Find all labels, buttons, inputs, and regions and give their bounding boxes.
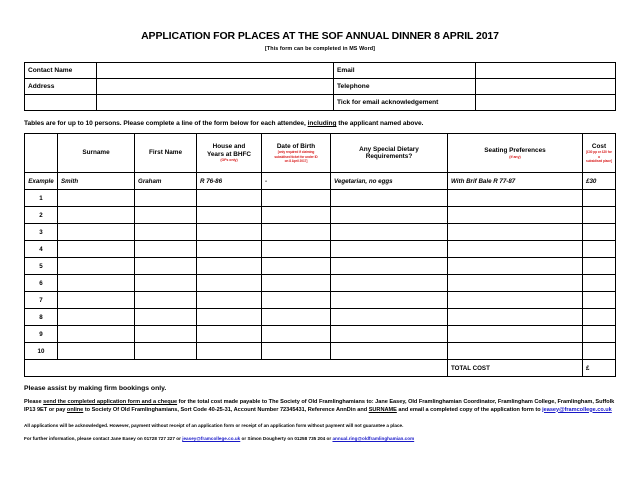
email-ack-checkbox[interactable] (476, 95, 616, 111)
column-header-dietary-line1: Any Special Dietary (359, 145, 419, 153)
seating-input[interactable] (448, 224, 583, 241)
house-input[interactable] (197, 207, 262, 224)
attendees-table-head (25, 134, 616, 173)
dietary-input[interactable] (331, 224, 448, 241)
payment-line3-b: and email a completed copy of the application form to (396, 406, 543, 413)
row-number: 3 (25, 224, 58, 241)
address-label-empty (25, 95, 97, 111)
firstname-input[interactable] (135, 343, 197, 360)
example-surname: Smith (58, 173, 135, 190)
column-header-house-note: (OFs only) (220, 158, 238, 163)
firstname-input[interactable] (135, 309, 197, 326)
surname-input[interactable] (58, 207, 135, 224)
seating-input[interactable] (448, 309, 583, 326)
column-header-dob-note-2: subsidised ticket for under ID (274, 154, 318, 159)
firstname-input[interactable] (135, 275, 197, 292)
totals-spacer-firstname (135, 360, 197, 377)
column-header-seating-note: (if any) (509, 154, 521, 159)
total-cost-value[interactable]: £ (583, 360, 616, 377)
example-dietary: Vegetarian, no eggs (331, 173, 448, 190)
column-header-dietary-line2: Requirements? (365, 153, 413, 160)
cost-input[interactable] (583, 258, 616, 275)
table-row (25, 63, 616, 79)
surname-input[interactable] (58, 241, 135, 258)
column-header-seating-title: Seating Preferences (484, 147, 546, 155)
cost-input[interactable] (583, 275, 616, 292)
surname-input[interactable] (58, 309, 135, 326)
row-number: 5 (25, 258, 58, 275)
row-number: 4 (25, 241, 58, 258)
column-header-dietary (331, 134, 448, 173)
row-number: 8 (25, 309, 58, 326)
totals-spacer-dob (262, 360, 331, 377)
telephone-input[interactable] (476, 79, 616, 95)
seating-input[interactable] (448, 258, 583, 275)
table-row (25, 95, 616, 111)
dietary-input[interactable] (331, 343, 448, 360)
dob-input[interactable] (262, 258, 331, 275)
table-row (25, 292, 616, 309)
column-header-index (25, 134, 58, 173)
firstname-input[interactable] (135, 241, 197, 258)
dob-input[interactable] (262, 190, 331, 207)
firstname-input[interactable] (135, 224, 197, 241)
column-header-cost-title: Cost (591, 142, 607, 150)
cost-input[interactable] (583, 241, 616, 258)
column-header-cost (583, 134, 616, 173)
house-input[interactable] (197, 309, 262, 326)
dob-input[interactable] (262, 326, 331, 343)
payment-line1-c: for the total cost made payable to The Society of Old Framlinghamians to: Jane Easey, Old Framlinghamian Coordinator, (177, 399, 497, 405)
column-header-surname: Surname (58, 134, 135, 173)
surname-input[interactable] (58, 292, 135, 309)
example-row (25, 173, 616, 190)
payment-line2-a: Framlingham College, Framlingham, Suffolk IP13 9ET (24, 399, 615, 413)
house-input[interactable] (197, 258, 262, 275)
seating-input[interactable] (448, 292, 583, 309)
cost-input[interactable] (583, 207, 616, 224)
payment-line3-surname: SURNAME (368, 406, 397, 413)
cost-input[interactable] (583, 190, 616, 207)
dietary-input[interactable] (331, 207, 448, 224)
seating-input[interactable] (448, 275, 583, 292)
seating-input[interactable] (448, 326, 583, 343)
column-header-cost-note-2: subsidised place] (586, 158, 612, 163)
table-row (25, 190, 616, 207)
surname-input[interactable] (58, 275, 135, 292)
table-row (25, 79, 616, 95)
cost-input[interactable] (583, 309, 616, 326)
cost-input[interactable] (583, 343, 616, 360)
row-number: 6 (25, 275, 58, 292)
example-house: R 76-86 (197, 173, 262, 190)
totals-spacer-dietary (331, 360, 448, 377)
payment-line2-online: online (66, 406, 84, 413)
total-cost-label: TOTAL COST (448, 360, 583, 377)
column-header-house-line1: House and (212, 143, 246, 151)
address-input-line2[interactable] (97, 95, 334, 111)
table-header-row (25, 134, 616, 173)
dietary-input[interactable] (331, 309, 448, 326)
example-dob: - (262, 173, 331, 190)
example-cost: £30 (583, 173, 616, 190)
address-label: Address (25, 79, 97, 95)
attendees-table (24, 133, 616, 377)
totals-spacer-surname (58, 360, 135, 377)
further-information-note (24, 436, 616, 441)
email-label: Email (334, 63, 476, 79)
dietary-input[interactable] (331, 326, 448, 343)
payment-line2-b: or pay (47, 406, 67, 413)
totals-body (25, 360, 616, 377)
table-row (25, 258, 616, 275)
totals-row (25, 360, 616, 377)
payment-line1-a: Please (24, 399, 44, 405)
column-header-dob-note-1: [only required if claiming (277, 150, 315, 155)
firstname-input[interactable] (135, 326, 197, 343)
attendees-table-body (25, 173, 616, 190)
column-header-house (197, 134, 262, 173)
seating-input[interactable] (448, 241, 583, 258)
page-title: APPLICATION FOR PLACES AT THE SOF ANNUAL DINNER 8 APRIL 2017 (141, 30, 499, 42)
dob-input[interactable] (262, 207, 331, 224)
contact-name-input[interactable] (97, 63, 334, 79)
row-number: 1 (25, 190, 58, 207)
assist-note: Please assist by making firm bookings only. (24, 385, 167, 392)
application-form-page (0, 30, 640, 482)
house-input[interactable] (197, 190, 262, 207)
example-row-label: Example (25, 173, 58, 190)
dietary-input[interactable] (331, 275, 448, 292)
telephone-label: Telephone (334, 79, 476, 95)
totals-spacer-index (25, 360, 58, 377)
firstname-input[interactable] (135, 292, 197, 309)
example-seating: With Brif Bale R 77-87 (448, 173, 583, 190)
dob-input[interactable] (262, 224, 331, 241)
cost-input[interactable] (583, 224, 616, 241)
house-input[interactable] (197, 292, 262, 309)
table-row (25, 207, 616, 224)
table-row (25, 224, 616, 241)
row-number: 2 (25, 207, 58, 224)
further-info-text-b: or Simon Dougherty on 01258 735 204 or (240, 436, 333, 442)
row-number: 9 (25, 326, 58, 343)
dietary-input[interactable] (331, 241, 448, 258)
column-header-dob-note-3: on 8 April 2017] (284, 158, 308, 163)
column-header-house-line2: Years at BHFC (206, 150, 252, 158)
dob-input[interactable] (262, 241, 331, 258)
example-firstname: Graham (135, 173, 197, 190)
dob-input[interactable] (262, 275, 331, 292)
table-row (25, 241, 616, 258)
dietary-input[interactable] (331, 292, 448, 309)
payment-instructions (24, 399, 616, 414)
jane-easey-email-link[interactable]: jeasey@framcollege.co.uk (182, 436, 241, 442)
house-input[interactable] (197, 224, 262, 241)
page-subtitle: [This form can be completed in MS Word] (264, 46, 376, 52)
surname-input[interactable] (58, 190, 135, 207)
intro-text-emphasis: including (307, 120, 337, 127)
house-input[interactable] (197, 241, 262, 258)
house-input[interactable] (197, 326, 262, 343)
surname-input[interactable] (58, 258, 135, 275)
email-input[interactable] (476, 63, 616, 79)
surname-input[interactable] (58, 326, 135, 343)
column-header-firstname: First Name (135, 134, 197, 173)
surname-input[interactable] (58, 343, 135, 360)
dietary-input[interactable] (331, 258, 448, 275)
dietary-input[interactable] (331, 190, 448, 207)
table-row (25, 326, 616, 343)
column-header-dob (262, 134, 331, 173)
table-row (25, 309, 616, 326)
intro-text-before: Tables are for up to 10 persons. Please complete a line of the form below for each attendee, (24, 120, 308, 127)
seating-input[interactable] (448, 207, 583, 224)
surname-input[interactable] (58, 224, 135, 241)
intro-text (24, 120, 616, 127)
row-number: 10 (25, 343, 58, 360)
contact-details-table (24, 62, 616, 111)
payment-line1-emphasis: send the completed application form and a cheque (43, 399, 178, 405)
column-header-seating (448, 134, 583, 173)
table-row (25, 343, 616, 360)
annual-dinner-email-link[interactable]: annual.ring@oldframlinghamian.com (332, 436, 415, 442)
seating-input[interactable] (448, 190, 583, 207)
column-header-dob-title: Date of Birth (276, 142, 316, 150)
address-input[interactable] (97, 79, 334, 95)
cost-input[interactable] (583, 326, 616, 343)
acknowledgement-note: All applications will be acknowledged. However, payment without receipt of an application form or receipt of an application form without payment will not guarantee a place. (24, 423, 404, 429)
further-info-text-a: For further information, please contact Jane Easey on 01728 727 227 or (24, 436, 183, 442)
row-number: 7 (25, 292, 58, 309)
dob-input[interactable] (262, 309, 331, 326)
firstname-input[interactable] (135, 207, 197, 224)
house-input[interactable] (197, 343, 262, 360)
payment-line2-d: to Society Of Old Framlinghamians, Sort Code 40-25-31, Account Number 72345431, Reference AnnDin and (83, 406, 368, 413)
seating-input[interactable] (448, 343, 583, 360)
firstname-input[interactable] (135, 258, 197, 275)
contact-name-label: Contact Name (25, 63, 97, 79)
firstname-input[interactable] (135, 190, 197, 207)
dob-input[interactable] (262, 343, 331, 360)
dob-input[interactable] (262, 292, 331, 309)
attendee-rows-body (25, 190, 616, 360)
column-header-cost-note-1: [£30 pp or £20 for a (586, 150, 612, 159)
email-ack-label: Tick for email acknowledgement (334, 95, 476, 111)
cost-input[interactable] (583, 292, 616, 309)
intro-text-after: the applicant named above. (336, 120, 424, 127)
totals-spacer-house (197, 360, 262, 377)
house-input[interactable] (197, 275, 262, 292)
coordinator-email-link[interactable]: jeasey@framcollege.co.uk (542, 406, 612, 413)
table-row (25, 275, 616, 292)
